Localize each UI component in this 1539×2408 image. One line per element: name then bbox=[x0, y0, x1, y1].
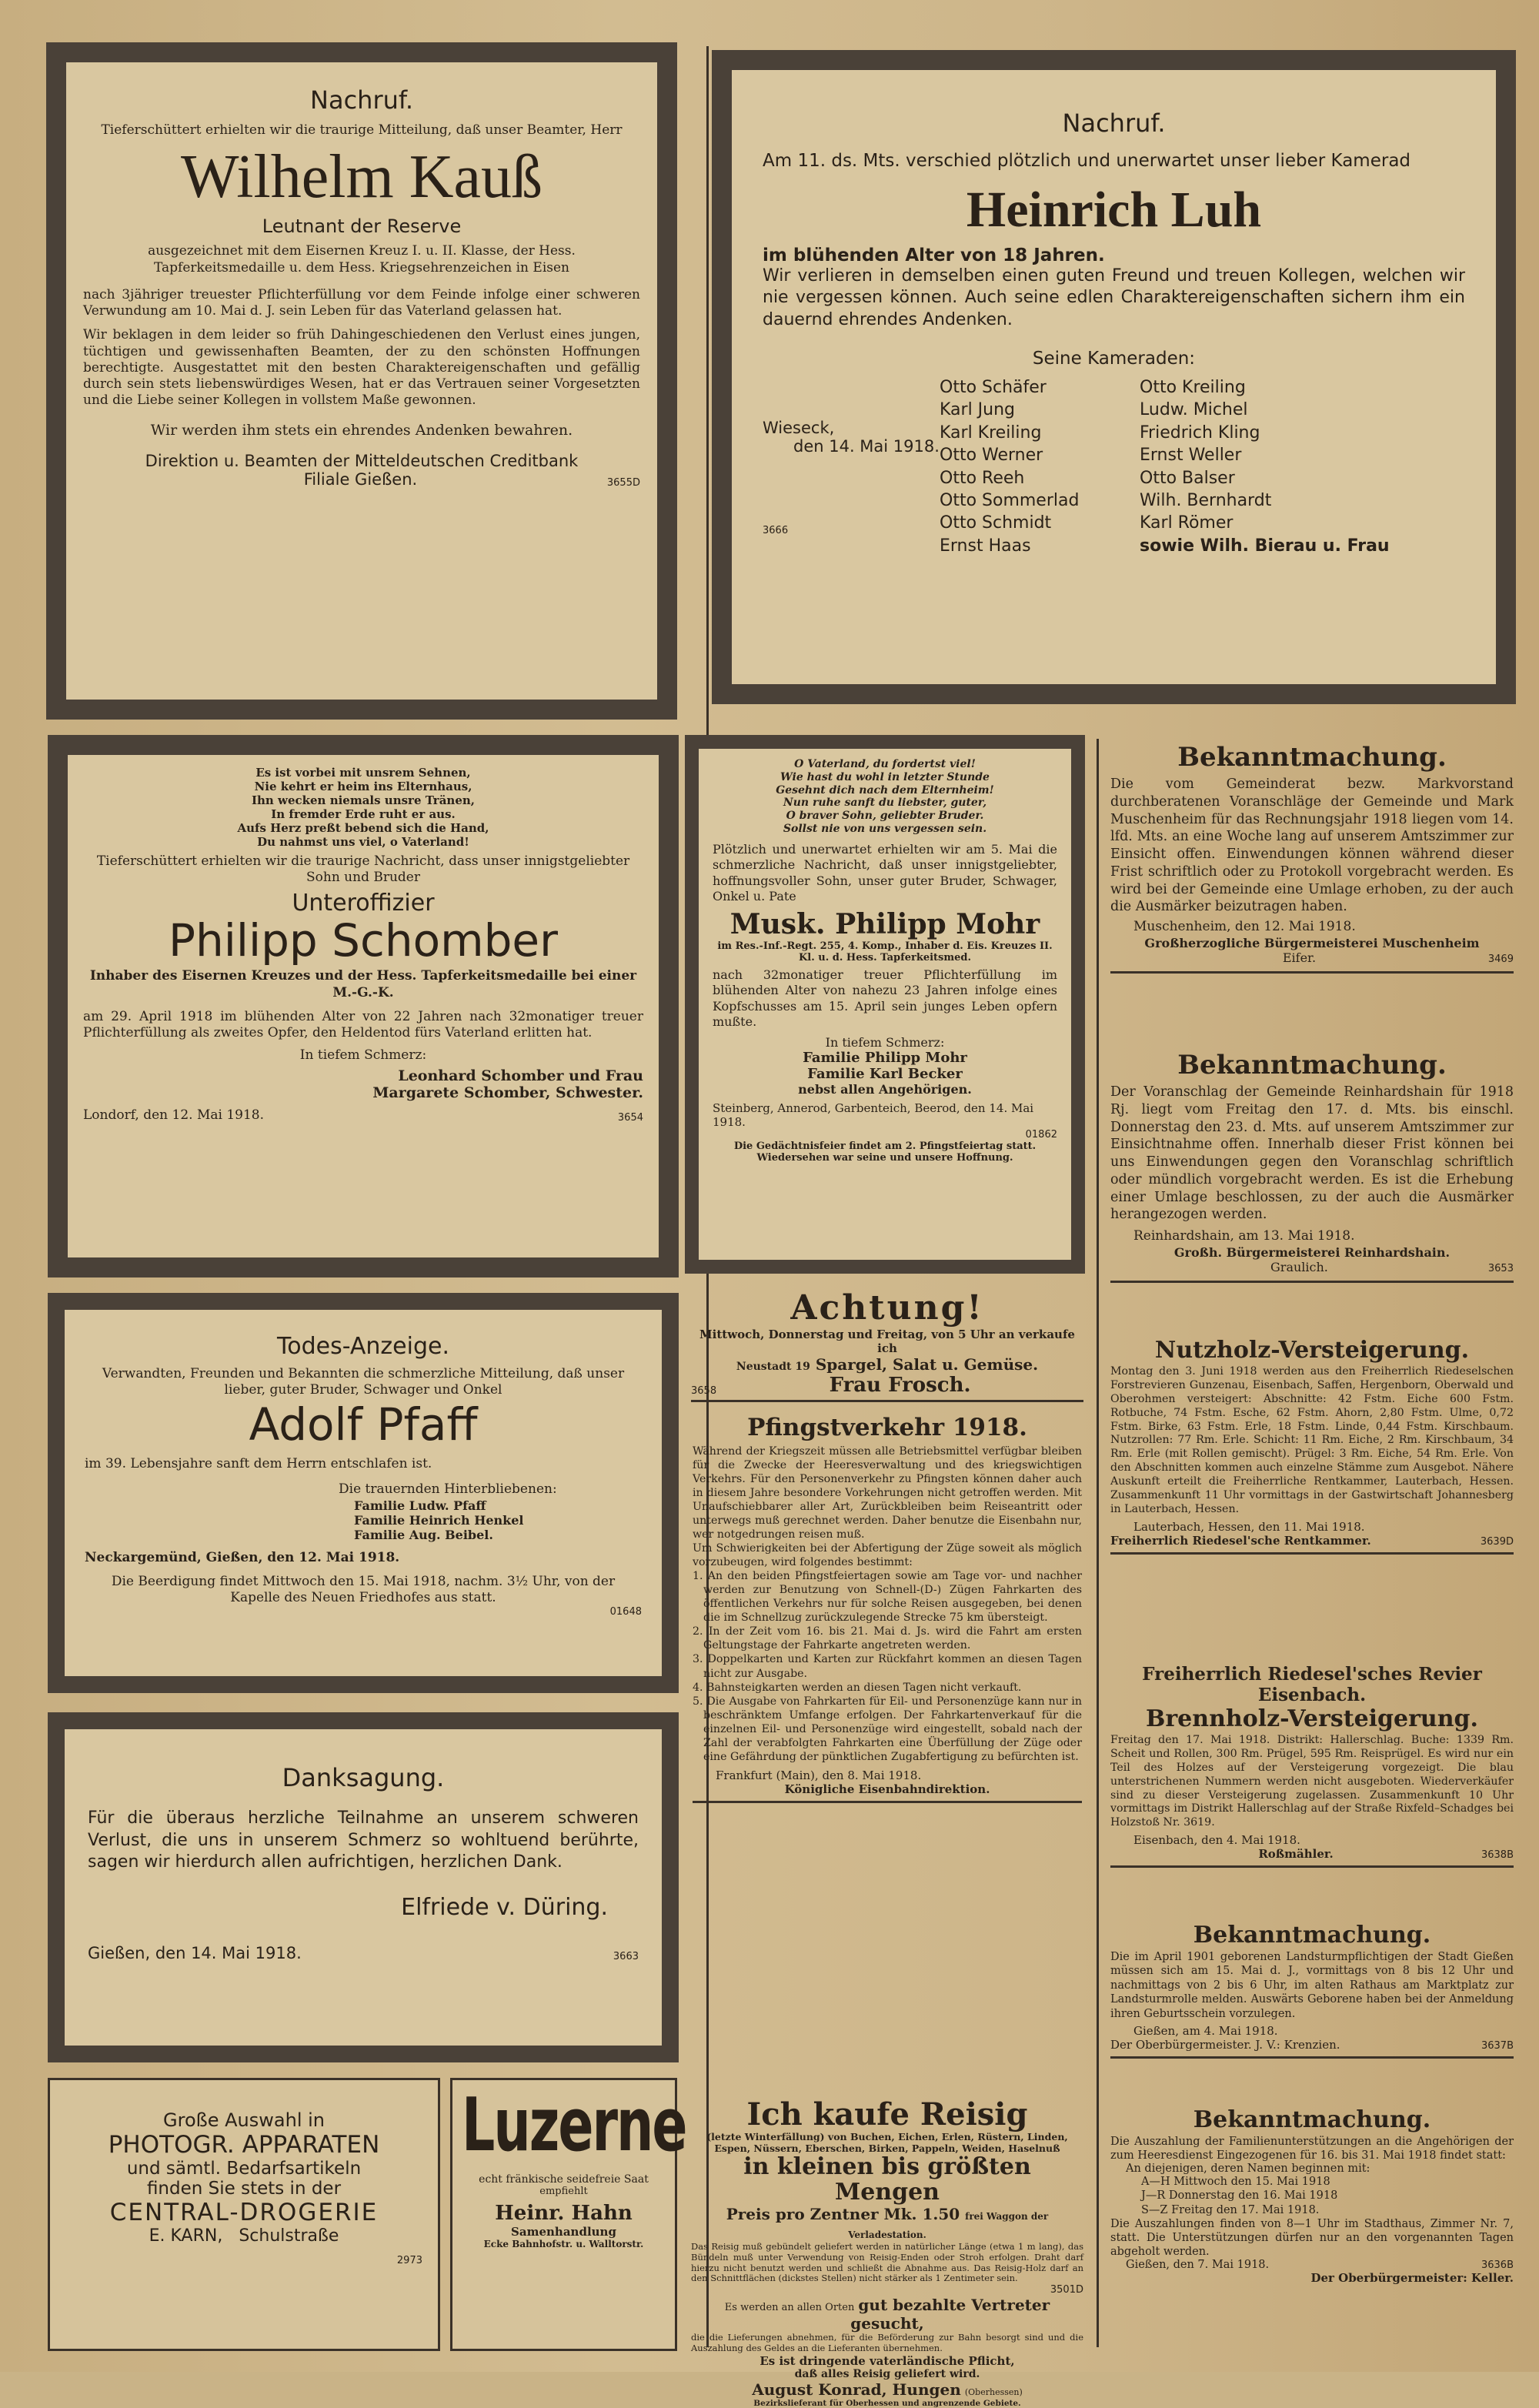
ad-address: Schulstraße bbox=[239, 2226, 339, 2246]
notice-title: Bekanntmachung. bbox=[1193, 2106, 1431, 2133]
place-date: Londorf, den 12. Mai 1918. bbox=[83, 1107, 264, 1123]
thanks-name: Elfriede v. Düring. bbox=[401, 1893, 608, 1921]
notice-text: Um Schwierigkeiten bei der Abfertigung der Züge soweit als möglich vorzubeugen, wird folgendes bestimmt: bbox=[693, 1542, 1082, 1569]
reference-number: 3655D bbox=[606, 477, 640, 489]
ad-central-drogerie bbox=[48, 2078, 440, 2351]
notice-pfingstverkehr bbox=[683, 1412, 1091, 2093]
ad-line: finden Sie stets in der bbox=[146, 2179, 342, 2199]
ad-achtung bbox=[683, 1287, 1091, 1410]
reference-number: 3663 bbox=[613, 1950, 639, 1962]
obituary-title: Nachruf. bbox=[310, 85, 413, 115]
notice-signature: Großh. Bürgermeisterei Reinhardshain. bbox=[1173, 1245, 1451, 1260]
comrade-name: sowie Wilh. Bierau u. Frau bbox=[1140, 536, 1390, 556]
obituary-text: nach 32monatiger treuer Pflichterfüllung im blühenden Alter von nahezu 23 Jahren infolge eines Kopfschusses am 15. April sein junges Leben opfern mußte. bbox=[713, 967, 1057, 1030]
obituary-kauss bbox=[46, 42, 677, 720]
comrade-name: Otto Kreiling bbox=[1140, 377, 1246, 397]
poem-line: O Vaterland, du fordertst viel! bbox=[794, 758, 976, 770]
place: Wieseck, bbox=[763, 418, 835, 437]
notice-signature: Der Oberbürgermeister: Keller. bbox=[1310, 2271, 1514, 2285]
memorial-note: Wiedersehen war seine und unsere Hoffnung. bbox=[756, 1152, 1013, 1164]
ad-agents: Es werden an allen Orten bbox=[724, 2302, 855, 2314]
comrade-name: Wilh. Bernhardt bbox=[1140, 491, 1272, 511]
reference-number: 3638B bbox=[1481, 1849, 1514, 1862]
comrade-name: Otto Schmidt bbox=[940, 513, 1052, 533]
list-item: 1. An den beiden Pfingstfeiertagen sowie am Tage vor- und nachher werden zur Benutzung von Schnell-(D-) Zügen Fahrkarten des öffentlichen Verkehrs nur für solche Reisen ausgegeben, bei denen die im Schnellzug zurückzulegende Strecke 75 km übersteigt. bbox=[693, 1570, 1082, 1625]
notice-date: Frankfurt (Main), den 8. Mai 1918. bbox=[716, 1768, 922, 1782]
notice-text: Die im April 1901 geborenen Landsturmpflichtigen der Stadt Gießen müssen sich am 15. Mai d. J., vormittags von 8 bis 12 Uhr und nachmittags von 2 bis 6 Uhr, im alten Rathaus am Marktplatz zur Landsturmrolle melden. Auswärts Geborene haben bei der Anmeldung ihren Geburtsschein vorzulegen. bbox=[1110, 1951, 1514, 2020]
ad-headline: in kleinen bis größten Mengen bbox=[743, 2153, 1031, 2206]
notice-signature: Großherzogliche Bürgermeisterei Muschenheim bbox=[1144, 936, 1480, 950]
list-item: J—R Donnerstag den 16. Mai 1918 bbox=[1141, 2189, 1338, 2203]
list-item: 3. Doppelkarten und Karten zur Rückfahrt kommen an diesen Tagen nicht zur Ausgabe. bbox=[693, 1653, 1082, 1680]
ad-text: die die Lieferungen abnehmen, für die Beförderung zur Bahn besorgt sind und die Auszahlung des Geldes an die Lieferanten übernehmen. bbox=[691, 2332, 1083, 2353]
ad-line: echt fränkische seidefreie Saat bbox=[479, 2173, 649, 2186]
obituary-poem bbox=[713, 758, 1057, 836]
reference-number: 01862 bbox=[1025, 1128, 1057, 1141]
notice-sub: An diejenigen, deren Namen beginnen mit: bbox=[1126, 2163, 1370, 2176]
ad-address: Neustadt 19 bbox=[736, 1361, 810, 1373]
list-item: S—Z Freitag den 17. Mai 1918. bbox=[1141, 2203, 1320, 2216]
ad-firm: CENTRAL-DROGERIE bbox=[109, 2199, 379, 2226]
ad-luzerne bbox=[450, 2078, 686, 2351]
notice-title: Pfingstverkehr 1918. bbox=[747, 1414, 1027, 1441]
obituary-text: im 39. Lebensjahre sanft dem Herrn entschlafen ist. bbox=[85, 1456, 432, 1472]
notice-title: Bekanntmachung. bbox=[1177, 742, 1447, 773]
poem-line: Nie kehrt er heim ins Elternhaus, bbox=[254, 780, 472, 793]
notice-date: Gießen, am 4. Mai 1918. bbox=[1133, 2024, 1278, 2039]
obituary-mohr bbox=[685, 735, 1085, 1274]
list-item: A—H Mittwoch den 15. Mai 1918 bbox=[1141, 2176, 1330, 2189]
family-name: Familie Karl Becker bbox=[807, 1065, 963, 1082]
notice-title: Freiherrlich Riedesel'sches Revier Eisenbach. bbox=[1142, 1664, 1482, 1705]
ad-reisig bbox=[683, 2096, 1091, 2408]
reference-number: 3636B bbox=[1481, 2259, 1514, 2271]
poem-line: Nun ruhe sanft du liebster, guter, bbox=[783, 797, 987, 810]
comrade-name: Ludw. Michel bbox=[1140, 400, 1248, 420]
notice-text: Montag den 3. Juni 1918 werden aus den Freiherrlich Riedeselschen Forstrevieren Gunzenau, Eisenbach, Saffen, Hergenborn, Oberwald und Oberohmen versteigert: Abschnitte: 42 Fstm. Eiche 600 Fstm. Rotbuche, 74 Fstm. Esche, 62 Fstm. Ahorn, 2,80 Fstm. Ulme, 0,72 Fstm. Birke, 63 Fstm. Erle, 18 Fstm. Linde, 0,44 Fstm. Kirschbaum. Nutzrollen: 77 Rm. Erle. Schicht: 11 Rm. Eiche, 2 Rm. Kirschbaum, 34 Rm. Erle (mit Rollen gemischt). Prügel: 3 Rm. Eiche, 54 Rm. Erle. Von den Abschnitten kommen auch einzelne Stämme zum Ausgebot. Nähere Auskunft erteilt die Freiherrliche Rentkammer, Lauterbach, Hessen. Zusammenkunft 11 Uhr vormittags in der Gastwirtschaft Johannesberg in Lauterbach, Hessen. bbox=[1110, 1365, 1514, 1515]
ad-line: Samenhandlung bbox=[511, 2225, 616, 2239]
poem-line: Ihn wecken niemals unsre Tränen, bbox=[251, 793, 475, 807]
reference-number: 3653 bbox=[1487, 1263, 1514, 1274]
notice-list bbox=[693, 1569, 1082, 1763]
notice-text: Freitag den 17. Mai 1918. Distrikt: Hallerschlag. Buche: 1339 Rm. Scheit und Rollen, 300 Rm. Prügel, 595 Rm. Reisprügel. Es wird nur ein Teil des Holzes auf der Versteigerung vorgezeigt. Die blau unterstrichenen Nummern werden nicht ausgeboten. Wiederverkäufer sind zu dieser Versteigerung zugelassen. Zusammenkunft 10 Uhr vormittags im Distrikt Hallerschlag auf der Straße Rixfeld–Schadges bei Holzstoß Nr. 3619. bbox=[1110, 1734, 1514, 1829]
obituary-signature: Direktion u. Beamten der Mitteldeutschen Creditbank bbox=[145, 452, 579, 471]
notice-date: Eisenbach, den 4. Mai 1918. bbox=[1133, 1833, 1300, 1848]
ad-patriot: daß alles Reisig geliefert wird. bbox=[794, 2367, 980, 2380]
obituary-intro: Plötzlich und unerwartet erhielten wir am 5. Mai die schmerzliche Nachricht, daß unser innigstgeliebter, hoffnungsvoller Sohn, unser guter Bruder, Schwager, Onkel u. Pate bbox=[713, 841, 1057, 904]
comrade-name: Ernst Haas bbox=[940, 536, 1031, 556]
notice-signature: Freiherrlich Riedesel'sche Rentkammer. bbox=[1110, 1533, 1371, 1548]
obituary-name: Philipp Schomber bbox=[169, 913, 558, 967]
notice-landsturm bbox=[1104, 1920, 1520, 2101]
comrade-name: Otto Sommerlad bbox=[940, 491, 1080, 511]
ad-firm: August Konrad, Hungen bbox=[752, 2380, 961, 2399]
obituary-intro: Tieferschüttert erhielten wir die traurige Nachricht, dass unser innigstgeliebter Sohn und Bruder bbox=[96, 853, 630, 886]
ad-title: Luzerne bbox=[462, 2083, 686, 2169]
obituary-decorations: Inhaber des Eisernen Kreuzes und der Hess. Tapferkeitsmedaille bei einer M.-G.-K. bbox=[89, 968, 637, 1000]
obituary-intro: Am 11. ds. Mts. verschied plötzlich und unerwartet unser lieber Kamerad bbox=[763, 151, 1411, 171]
comrade-name: Karl Jung bbox=[940, 400, 1016, 420]
date: den 14. Mai 1918. bbox=[793, 436, 940, 456]
reference-number: 3654 bbox=[617, 1111, 643, 1124]
notice-title: Nutzholz-Versteigerung. bbox=[1154, 1337, 1470, 1364]
notice-text: Die vom Gemeinderat bezw. Markvorstand durchberatenen Voranschläge der Gemeinde und Mark Muschenheim für das Rechnungsjahr 1918 liegen vom 14. lfd. Mts. an eine Woche lang auf unserem Amtszimmer zur Einsicht offen. Einwendungen können während dieser Frist schriftlich oder zu Protokoll vorgebracht werden. Es wird bei der Gemeinde eine Umlage erhoben, zu der auch die Ausmärker beizutragen haben. bbox=[1110, 777, 1514, 915]
comrade-name: Ernst Weller bbox=[1140, 446, 1242, 466]
obituary-intro: Tieferschüttert erhielten wir die traurige Mitteilung, daß unser Beamter, Herr bbox=[101, 122, 623, 138]
comrade-list-1 bbox=[940, 376, 1140, 558]
notice-date: Gießen, den 7. Mai 1918. bbox=[1126, 2259, 1270, 2271]
ad-line: empfiehlt bbox=[539, 2186, 588, 2198]
notice-title: Bekanntmachung. bbox=[1193, 1922, 1431, 1949]
thanks-text: Für die überaus herzliche Teilnahme an unserem schweren Verlust, die uns in unserem Schmerz so wohltuend berührte, sagen wir hierdurch allen aufrichtigen, herzlichen Dank. bbox=[88, 1809, 639, 1872]
place-date: Gießen, den 14. Mai 1918. bbox=[88, 1943, 302, 1962]
comrade-name: Friedrich Kling bbox=[1140, 422, 1260, 443]
reference-number: 3666 bbox=[763, 524, 789, 536]
notice-signature: Königliche Eisenbahndirektion. bbox=[784, 1782, 990, 1796]
obituary-name: Heinrich Luh bbox=[966, 181, 1262, 238]
poem-line: O braver Sohn, geliebter Bruder. bbox=[786, 810, 984, 823]
notice-familienunterstuetzung bbox=[1104, 2105, 1520, 2355]
obituary-age: im blühenden Alter von 18 Jahren. bbox=[763, 245, 1105, 266]
obituary-death: nach 3jähriger treuester Pflichterfüllung vor dem Feinde infolge einer schweren Verwundung am 10. Mai d. J. sein Leben für das Vaterland gelassen hat. bbox=[83, 286, 640, 319]
ad-title: Achtung! bbox=[790, 1288, 984, 1328]
family-name: Margarete Schomber, Schwester. bbox=[372, 1084, 643, 1101]
obituary-luh bbox=[712, 50, 1516, 704]
reference-number: 3658 bbox=[691, 1385, 717, 1397]
ad-owner: E. KARN, bbox=[149, 2226, 223, 2246]
ad-price-note: frei Waggon der Verladestation. bbox=[848, 2211, 1049, 2240]
obituary-name: Musk. Philipp Mohr bbox=[729, 907, 1040, 940]
notice-title: Bekanntmachung. bbox=[1177, 1050, 1447, 1080]
notice-brennholz bbox=[1104, 1662, 1520, 1916]
notice-reinhardshain bbox=[1104, 1047, 1520, 1331]
notice-name: Graulich. bbox=[1270, 1260, 1328, 1274]
place-date: Neckargemünd, Gießen, den 12. Mai 1918. bbox=[85, 1549, 400, 1565]
obituary-name: Wilhelm Kauß bbox=[181, 143, 542, 212]
obituary-decorations: ausgezeichnet mit dem Eisernen Kreuz I. u. II. Klasse, der Hess. Tapferkeitsmedaille u. dem Hess. Kriegsehrenzeichen in Eisen bbox=[148, 243, 576, 276]
obituary-intro: Verwandten, Freunden und Bekannten die schmerzliche Mitteilung, daß unser lieber, guter Bruder, Schwager und Onkel bbox=[102, 1366, 625, 1398]
obituary-branch: Filiale Gießen. bbox=[303, 470, 418, 489]
reference-number: 3469 bbox=[1487, 954, 1514, 965]
ad-title: Ich kaufe Reisig bbox=[746, 2096, 1028, 2132]
obituary-name: Adolf Pfaff bbox=[249, 1398, 478, 1451]
reference-number: 3501D bbox=[1050, 2284, 1083, 2296]
reference-number: 2973 bbox=[396, 2255, 422, 2266]
ad-name: Frau Frosch. bbox=[829, 1374, 971, 1397]
obituary-title: Nachruf. bbox=[1062, 109, 1166, 138]
ad-line: Mittwoch, Donnerstag und Freitag, von 5 Uhr an verkaufe ich bbox=[699, 1328, 1075, 1355]
notice-title: Brennholz-Versteigerung. bbox=[1146, 1705, 1478, 1732]
notice-text: Die Auszahlung der Familienunterstützungen an die Angehörigen der zum Heeresdienst Eingezogenen für 16. bis 31. Mai 1918 findet statt: bbox=[1110, 2136, 1514, 2163]
notice-name: Eifer. bbox=[1282, 950, 1317, 965]
poem-line: In fremder Erde ruht er aus. bbox=[271, 807, 456, 821]
family-name: Familie Ludw. Pfaff bbox=[354, 1498, 486, 1513]
notice-nutzholz bbox=[1104, 1335, 1520, 1658]
notice-date: Lauterbach, Hessen, den 11. Mai 1918. bbox=[1133, 1519, 1365, 1534]
comrade-name: Otto Schäfer bbox=[940, 377, 1047, 397]
poem-line: Du nahmst uns viel, o Vaterland! bbox=[257, 835, 469, 849]
ad-line: Große Auswahl in bbox=[163, 2109, 325, 2131]
notice-text: Die Auszahlungen finden von 8—1 Uhr im Stadthaus, Zimmer Nr. 7, statt. Die Unterstützungen dürfen nur an den vorgenannten Tagen abgeholt werden. bbox=[1110, 2217, 1514, 2258]
ad-firm-location: (Oberhessen) bbox=[964, 2386, 1023, 2397]
notice-text: Während der Kriegszeit müssen alle Betriebsmittel verfügbar bleiben für die Zwecke der Heeresverwaltung und des kriegswichtigen Verkehrs. Für den Personenverkehr zu Pfingsten können daher auch in diesem Jahre besondere Vorkehrungen nicht getroffen werden. Mit Unaufschiebbarer aller Art, Zurückbleiben beim Reiseantritt oder unterwegs muß gerechnet werden. Daher benutze die Eisenbahn nur, wer notgedrungen reisen muß. bbox=[693, 1445, 1082, 1541]
obituary-text: Wir verlieren in demselben einen guten Freund und treuen Kollegen, welchen wir nie vergessen können. Auch seine edlen Charaktereigenschaften sichern ihm ein dauernd ehrendes Andenken. bbox=[763, 266, 1465, 330]
ad-footer: Bezirkslieferant für Oberhessen und angrenzende Gebiete. bbox=[753, 2398, 1021, 2408]
thanks-title: Danksagung. bbox=[282, 1763, 445, 1792]
obituary-pfaff bbox=[48, 1293, 679, 1693]
obituary-mourn: In tiefem Schmerz: bbox=[299, 1047, 427, 1064]
poem-line: Aufs Herz preßt bebend sich die Hand, bbox=[237, 821, 489, 835]
comrade-list-2 bbox=[1140, 376, 1417, 558]
ad-firm: Heinr. Hahn bbox=[495, 2202, 633, 2226]
ad-headline: PHOTOGR. APPARATEN bbox=[108, 2131, 380, 2159]
family-name: Leonhard Schomber und Frau bbox=[398, 1067, 643, 1084]
poem-line: Es ist vorbei mit unsrem Sehnen, bbox=[255, 766, 471, 780]
places-date: Steinberg, Annerod, Garbenteich, Beerod, den 14. Mai 1918. bbox=[713, 1100, 1034, 1129]
thanks-notice bbox=[48, 1712, 679, 2062]
poem-line: Wie hast du wohl in letzter Stunde bbox=[780, 770, 990, 783]
family-name: Familie Heinrich Henkel bbox=[354, 1512, 524, 1528]
poem-line: Sollst nie von uns vergessen sein. bbox=[783, 822, 987, 835]
funeral-info: Die Beerdigung findet Mittwoch den 15. Mai 1918, nachm. 3½ Uhr, von der Kapelle des Neuen Friedhofes aus statt. bbox=[111, 1573, 616, 1606]
poem-line: Gesehnt dich nach dem Elternheim! bbox=[776, 783, 994, 797]
family-name: Familie Aug. Beibel. bbox=[354, 1527, 493, 1542]
ad-goods: Spargel, Salat u. Gemüse. bbox=[815, 1355, 1039, 1374]
ad-subtitle: (letzte Winterfällung) von Buchen, Eichen, Erlen, Rüstern, Linden, Espen, Nüssern, Eberschen, Birken, Pappeln, Weiden, Haselnuß bbox=[706, 2131, 1068, 2154]
ad-address: Ecke Bahnhofstr. u. Walltorstr. bbox=[483, 2239, 644, 2250]
obituary-rank: Unteroffizier bbox=[292, 889, 435, 917]
ad-text: Das Reisig muß gebündelt geliefert werden in natürlicher Länge (etwa 1 m lang), das Bündeln muß unter Verwendung von Reisig-Enden oder Stroh erfolgen. Draht darf hierzu nicht benutzt werden und schließt die Abnahme aus. Das Reisig-Holz darf an den Schnittflächen (dickstes Stellen) nicht stärker als 1 Zentimeter sein. bbox=[691, 2241, 1083, 2284]
notice-text: Der Voranschlag der Gemeinde Reinhardshain für 1918 Rj. liegt vom Freitag den 17. d. Mts. bis einschl. Donnerstag den 23. d. Mts. auf unserem Amtszimmer zur Einsichtnahme offen. Innerhalb dieser Frist können bei uns Einwendungen gegen den Voranschlag schriftlich oder mündlich vorgebracht werden. Es ist die Erhebung einer Umlage beschlossen, zu der auch die Ausmärker herangezogen werden. bbox=[1110, 1084, 1514, 1223]
comrade-name: Otto Werner bbox=[940, 446, 1043, 466]
column-rule bbox=[1097, 739, 1099, 2347]
obituary-poem bbox=[83, 766, 643, 849]
comrades-heading: Seine Kameraden: bbox=[1032, 348, 1196, 369]
list-item: 5. Die Ausgabe von Fahrkarten für Eil- und Personenzüge kann nur in beschränktem Umfange erfolgen. Der Fahrkartenverkauf für die einzelnen Eil- und Personenzüge wird eingestellt, sobald nach der Zahl der verabfolgten Fahrkarten eine Überfüllung der Züge oder eine Gefährdung der pünktlichen Zugabfertigung zu befürchten ist. bbox=[693, 1695, 1082, 1763]
ad-line: und sämtl. Bedarfsartikeln bbox=[126, 2159, 362, 2179]
obituary-mourn: Die trauernden Hinterbliebenen: bbox=[339, 1481, 557, 1498]
family-name: Familie Philipp Mohr bbox=[803, 1049, 967, 1066]
obituary-death: am 29. April 1918 im blühenden Alter von 22 Jahren nach 32monatiger treuer Pflichterfüllung als zweites Opfer, den Heldentod fürs Vaterland erlitten hat. bbox=[83, 1008, 643, 1041]
ad-agents-headline: gut bezahlte Vertreter gesucht, bbox=[850, 2296, 1050, 2333]
notice-signature: Der Oberbürgermeister. J. V.: Krenzien. bbox=[1110, 2038, 1340, 2052]
notice-date: Reinhardshain, am 13. Mai 1918. bbox=[1133, 1228, 1355, 1244]
ad-price: Preis pro Zentner Mk. 1.50 bbox=[726, 2205, 960, 2223]
obituary-unit: im Res.-Inf.-Regt. 255, 4. Komp., Inhaber d. Eis. Kreuzes II. Kl. u. d. Hess. Tapferkeitsmed. bbox=[717, 940, 1053, 964]
notice-list bbox=[1141, 2175, 1514, 2216]
list-item: 4. Bahnsteigkarten werden an diesen Tagen nicht verkauft. bbox=[693, 1681, 1022, 1694]
obituary-mourn: In tiefem Schmerz: bbox=[825, 1034, 945, 1050]
family-name: nebst allen Angehörigen. bbox=[798, 1081, 972, 1097]
obituary-rank: Leutnant der Reserve bbox=[262, 215, 462, 238]
comrade-name: Otto Balser bbox=[1140, 468, 1235, 488]
reference-number: 3639D bbox=[1480, 1535, 1514, 1548]
obituary-close: Wir werden ihm stets ein ehrendes Andenken bewahren. bbox=[150, 421, 573, 439]
notice-name: Roßmähler. bbox=[1258, 1847, 1334, 1862]
obituary-title: Todes-Anzeige. bbox=[277, 1333, 449, 1360]
notice-muschenheim bbox=[1104, 739, 1520, 1043]
comrade-name: Karl Römer bbox=[1140, 513, 1234, 533]
obituary-schomber bbox=[48, 735, 679, 1277]
comrade-name: Karl Kreiling bbox=[940, 422, 1042, 443]
memorial-note: Die Gedächtnisfeier findet am 2. Pfingstfeiertag statt. bbox=[733, 1140, 1037, 1152]
ad-patriot: Es ist dringende vaterländische Pflicht, bbox=[759, 2353, 1015, 2368]
obituary-text: Wir beklagen in dem leider so früh Dahingeschiedenen den Verlust eines jungen, tüchtigen und gewissenhaften Beamten, der zu den schönsten Hoffnungen berechtigte. Ausgestattet mit den besten Charaktereigenschaften und gefällig durch sein stets liebenswürdiges Wesen, hat er das Vertrauen seiner Vorgesetzten und die Liebe seiner Kollegen in vollstem Maße gewonnen. bbox=[83, 327, 640, 409]
reference-number: 01648 bbox=[609, 1606, 642, 1618]
notice-date: Muschenheim, den 12. Mai 1918. bbox=[1133, 919, 1356, 934]
comrade-name: Otto Reeh bbox=[940, 468, 1025, 488]
reference-number: 3637B bbox=[1481, 2040, 1514, 2052]
list-item: 2. In der Zeit vom 16. bis 21. Mai d. Js. wird die Fahrt am ersten Geltungstage der Fahrkarte angetreten werden. bbox=[693, 1625, 1082, 1652]
